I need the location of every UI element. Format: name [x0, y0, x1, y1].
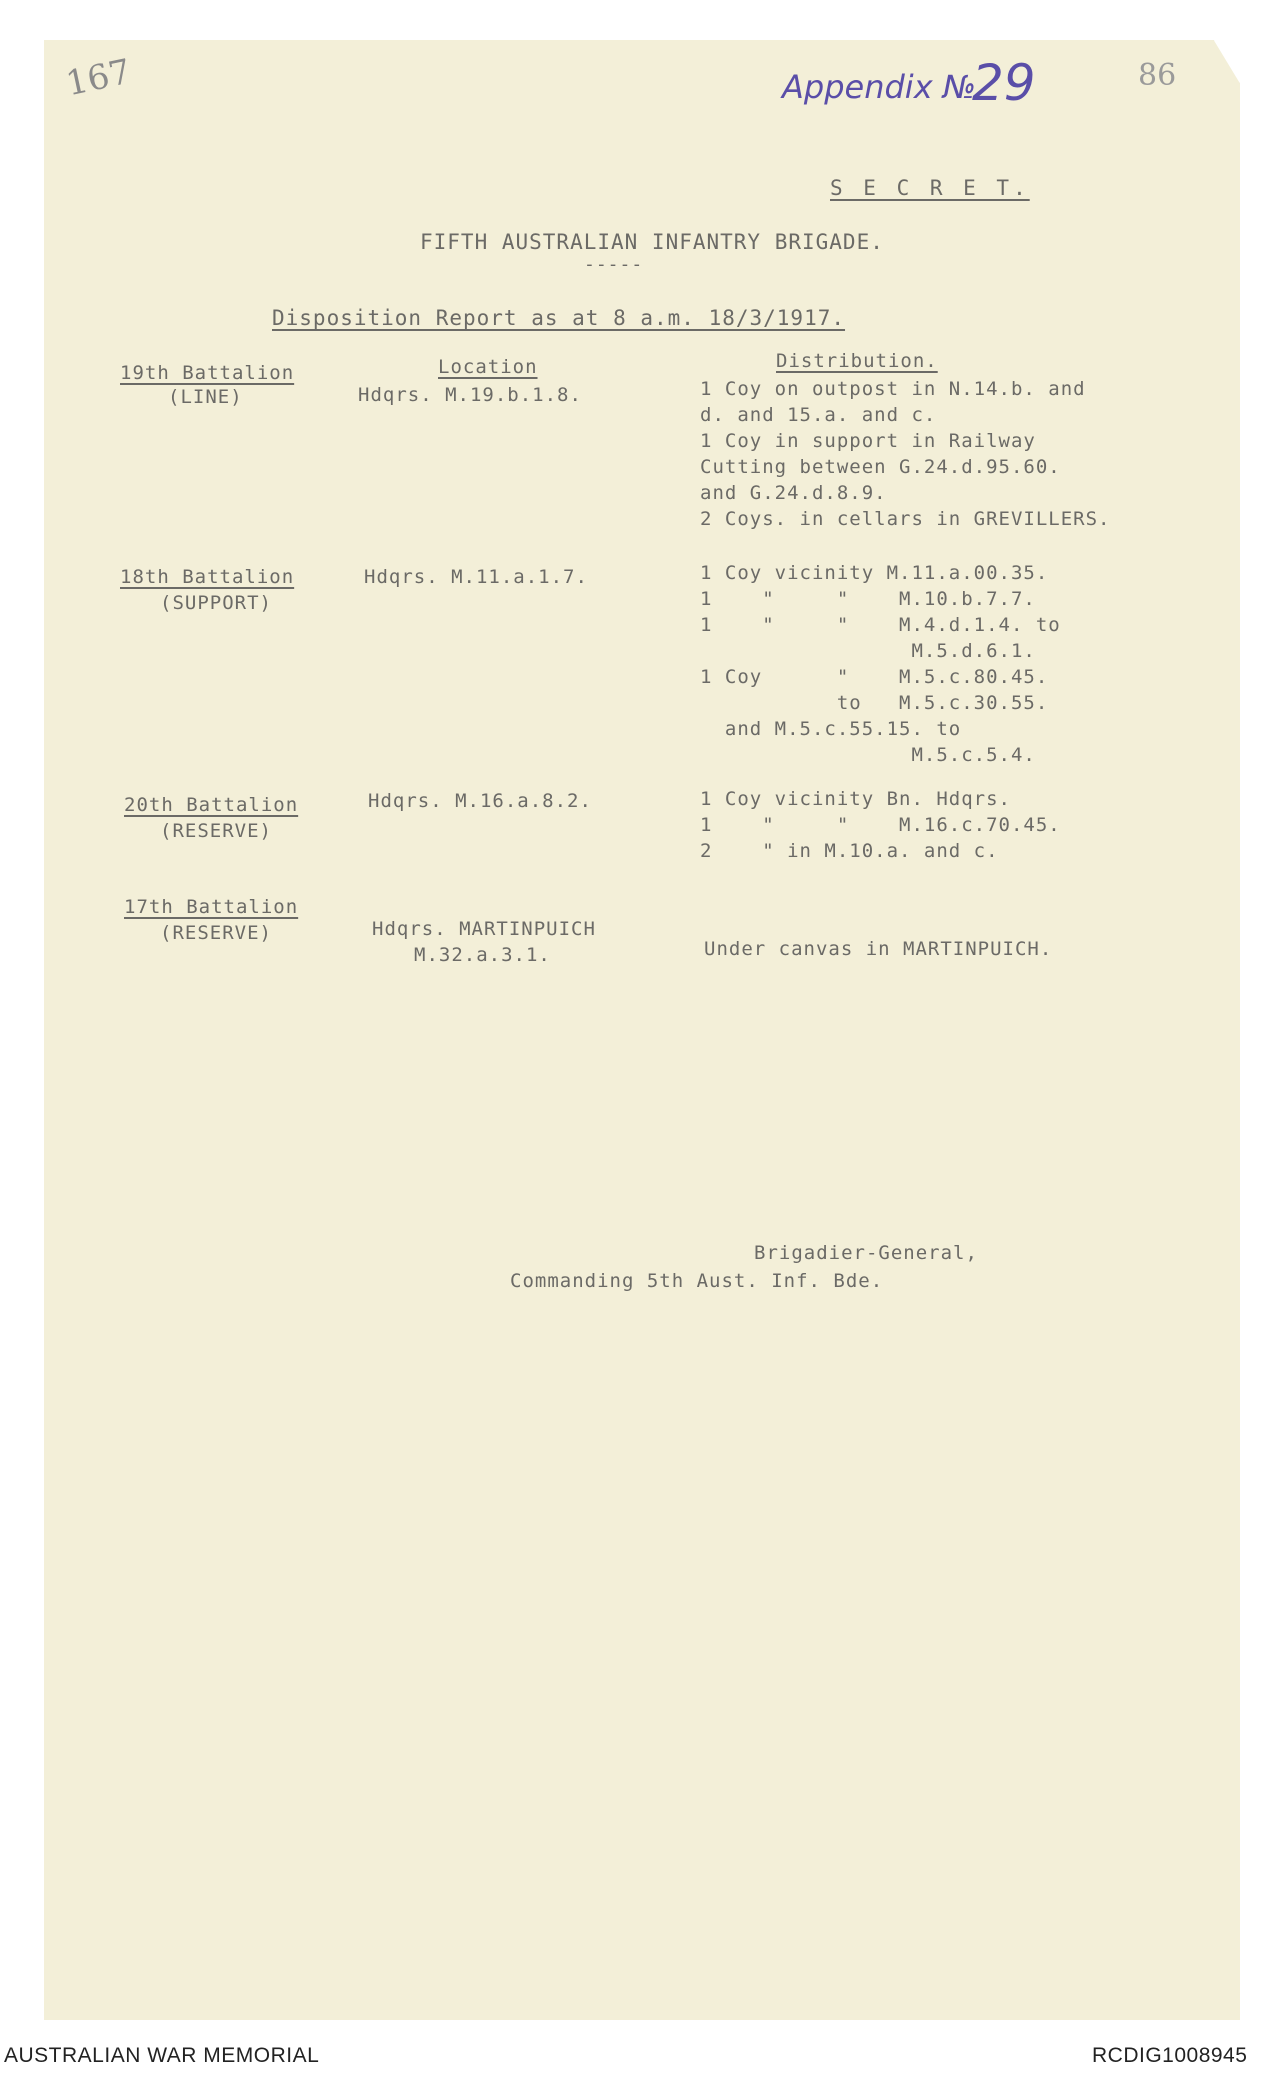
paper-sheet: [44, 40, 1240, 2020]
report-title: Disposition Report as at 8 a.m. 18/3/1917.: [272, 306, 846, 330]
unit-18th-battalion-location: Hdqrs. M.11.a.1.7.: [364, 566, 588, 588]
footer-reference: RCDIG1008945: [1092, 2044, 1248, 2067]
unit-18th-distribution-line: M.5.d.6.1.: [700, 640, 1036, 662]
unit-20th-distribution-line: 2 " in M.10.a. and c.: [700, 840, 999, 862]
unit-18th-distribution-line: 1 " " M.4.d.1.4. to: [700, 614, 1061, 636]
unit-20th-battalion-location: Hdqrs. M.16.a.8.2.: [368, 790, 592, 812]
unit-19th-distribution-line: d. and 15.a. and c.: [700, 404, 937, 426]
unit-19th-battalion-name: 19th Battalion: [120, 362, 295, 384]
unit-19th-battalion-location: Hdqrs. M.19.b.1.8.: [358, 384, 582, 406]
unit-20th-battalion-name: 20th Battalion: [124, 794, 299, 816]
unit-19th-battalion-role: (LINE): [168, 386, 243, 408]
unit-18th-battalion-role: (SUPPORT): [160, 592, 272, 614]
folio-number-left: 167: [62, 51, 135, 105]
unit-19th-distribution-line: 2 Coys. in cellars in GREVILLERS.: [700, 508, 1111, 530]
unit-17th-battalion-location: Hdqrs. MARTINPUICH: [372, 918, 596, 940]
unit-19th-distribution-line: Cutting between G.24.d.95.60.: [700, 456, 1061, 478]
signature-command: Commanding 5th Aust. Inf. Bde.: [510, 1270, 884, 1292]
unit-18th-distribution-line: and M.5.c.55.15. to: [700, 718, 962, 740]
unit-20th-distribution-line: 1 " " M.16.c.70.45.: [700, 814, 1061, 836]
signature-rank: Brigadier-General,: [754, 1242, 978, 1264]
unit-17th-distribution-line: Under canvas in MARTINPUICH.: [704, 938, 1053, 960]
appendix-number: 29: [972, 54, 1036, 112]
unit-19th-distribution-line: 1 Coy on outpost in N.14.b. and: [700, 378, 1086, 400]
unit-19th-distribution-line: 1 Coy in support in Railway: [700, 430, 1036, 452]
brigade-heading: FIFTH AUSTRALIAN INFANTRY BRIGADE.: [420, 230, 884, 254]
folio-number-right: 86: [1138, 58, 1177, 93]
unit-18th-battalion-name: 18th Battalion: [120, 566, 295, 588]
unit-18th-distribution-line: 1 Coy " M.5.c.80.45.: [700, 666, 1049, 688]
unit-18th-distribution-line: 1 Coy vicinity M.11.a.00.35.: [700, 562, 1049, 584]
unit-17th-battalion-location: M.32.a.3.1.: [414, 944, 551, 966]
unit-18th-distribution-line: 1 " " M.10.b.7.7.: [700, 588, 1036, 610]
heading-rule: -----: [584, 254, 644, 275]
unit-18th-distribution-line: M.5.c.5.4.: [700, 744, 1036, 766]
unit-20th-battalion-role: (RESERVE): [160, 820, 272, 842]
classification-secret: S E C R E T.: [830, 176, 1030, 200]
distribution-column-header: Distribution.: [776, 350, 938, 372]
location-column-header: Location: [438, 356, 538, 378]
unit-17th-battalion-name: 17th Battalion: [124, 896, 299, 918]
unit-19th-distribution-line: and G.24.d.8.9.: [700, 482, 887, 504]
unit-17th-battalion-role: (RESERVE): [160, 922, 272, 944]
unit-20th-distribution-line: 1 Coy vicinity Bn. Hdqrs.: [700, 788, 1011, 810]
unit-18th-distribution-line: to M.5.c.30.55.: [700, 692, 1049, 714]
appendix-label: Appendix №: [782, 68, 977, 106]
footer-institution: AUSTRALIAN WAR MEMORIAL: [4, 2044, 320, 2067]
